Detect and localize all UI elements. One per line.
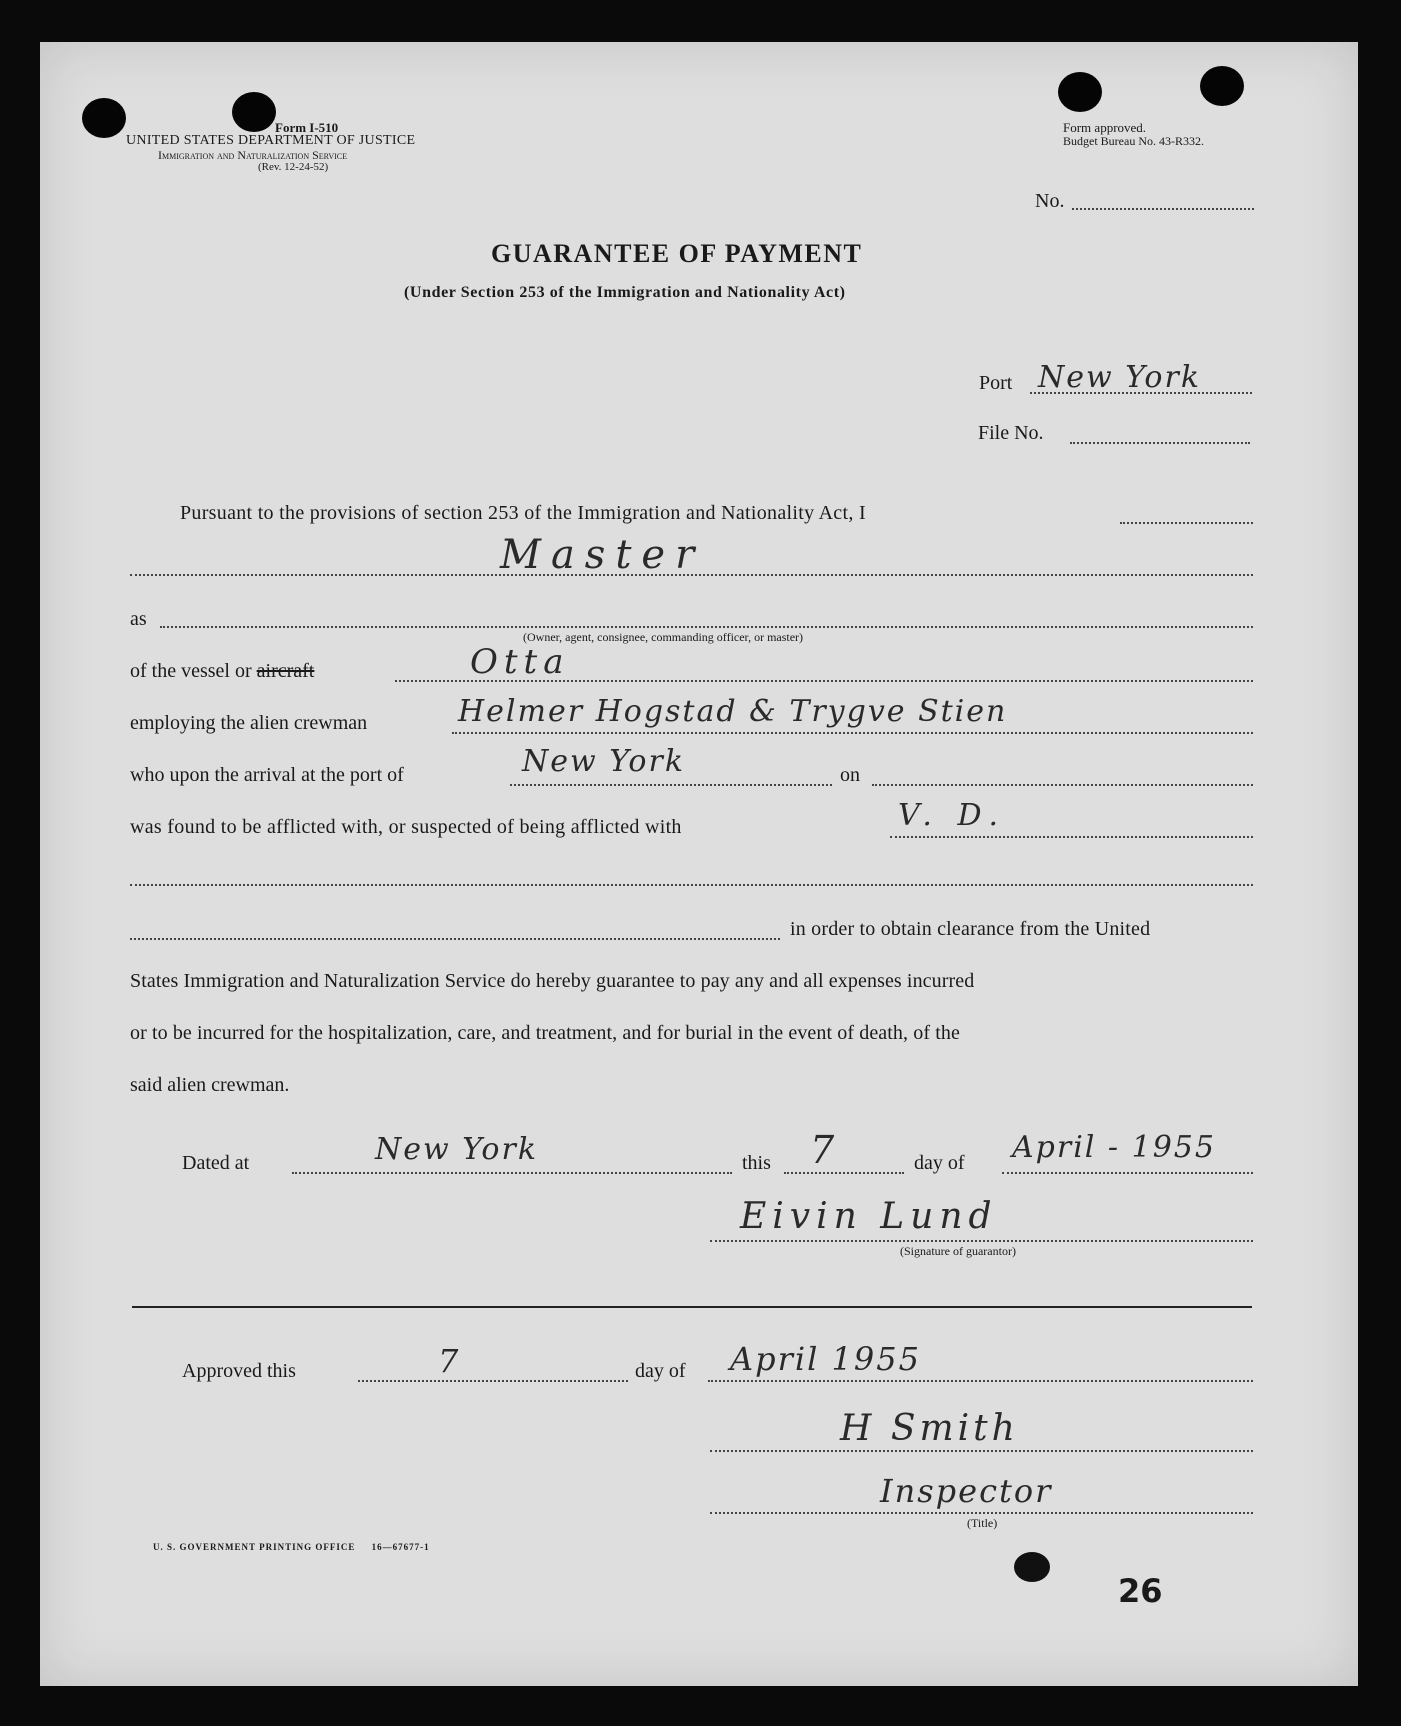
crewman-value: Helmer Hogstad & Trygve Stien xyxy=(458,694,1008,729)
dated-dayof-label: day of xyxy=(914,1152,965,1174)
arrival-port-value: New York xyxy=(522,744,685,779)
guarantor-name-value: Master xyxy=(500,532,705,578)
signature-caption: (Signature of guarantor) xyxy=(900,1244,1016,1258)
guarantor-name-line xyxy=(130,574,1253,576)
dated-place-line xyxy=(292,1172,732,1174)
approved-month-year-value: April 1955 xyxy=(730,1340,921,1378)
body-line-3: said alien crewman. xyxy=(130,1074,290,1096)
arrival-label: who upon the arrival at the port of xyxy=(130,764,404,786)
approved-label: Approved this xyxy=(182,1360,296,1382)
file-no-line xyxy=(1070,442,1250,444)
vessel-label xyxy=(130,660,314,683)
affliction-line xyxy=(890,836,1253,838)
approver-signature-line xyxy=(710,1450,1253,1452)
dated-place-value: New York xyxy=(375,1132,538,1167)
vessel-label-text: of the vessel or xyxy=(130,660,252,682)
port-line xyxy=(1030,392,1252,394)
affliction-value: V. D. xyxy=(898,798,1007,833)
crewman-label: employing the alien crewman xyxy=(130,712,368,734)
punch-hole-left-2 xyxy=(232,92,276,132)
form-number: Form I-510 xyxy=(275,120,339,135)
guarantor-signature: Eivin Lund xyxy=(740,1196,998,1237)
as-caption: (Owner, agent, consignee, commanding officer, or master) xyxy=(523,630,804,644)
punch-hole-right-1 xyxy=(1058,72,1102,112)
approver-title-value: Inspector xyxy=(880,1472,1053,1510)
department-name: UNITED STATES DEPARTMENT OF JUSTICE xyxy=(126,133,416,148)
form-no-label: No. xyxy=(1035,190,1065,212)
file-no-label: File No. xyxy=(978,422,1044,444)
page-subtitle: (Under Section 253 of the Immigration and Nationality Act) xyxy=(404,284,846,301)
affliction-label: was found to be afflicted with, or suspected of being afflicted with xyxy=(130,816,682,838)
approved-day-value: 7 xyxy=(438,1342,461,1380)
arrival-date-line xyxy=(872,784,1253,786)
arrival-port-line xyxy=(510,784,832,786)
document-sheet xyxy=(40,42,1358,1686)
as-line xyxy=(160,626,1253,628)
vessel-label-struck: aircraft xyxy=(256,660,315,682)
section-divider xyxy=(132,1306,1252,1308)
clearance-line xyxy=(130,938,780,940)
page-title: GUARANTEE OF PAYMENT xyxy=(491,239,863,268)
form-no-line xyxy=(1072,208,1254,210)
crewman-line xyxy=(452,732,1253,734)
pursuant-text: Pursuant to the provisions of section 253 of the Immigration and Nationality Act, I xyxy=(180,502,866,524)
body-line-2: or to be incurred for the hospitalization, care, and treatment, and for burial in the event of death, of the xyxy=(130,1022,960,1044)
title-caption: (Title) xyxy=(967,1516,998,1530)
port-value: New York xyxy=(1038,360,1201,395)
ink-blot xyxy=(1014,1552,1050,1582)
punch-hole-left-1 xyxy=(82,98,126,138)
pursuant-line xyxy=(1120,522,1253,524)
approved-day-line xyxy=(358,1380,628,1382)
vessel-value: Otta xyxy=(470,642,570,682)
approved-month-year-line xyxy=(708,1380,1253,1382)
punch-hole-right-2 xyxy=(1200,66,1244,106)
printing-office-note: U. S. GOVERNMENT PRINTING OFFICE 16—67677-1 xyxy=(153,1542,430,1552)
dated-day-line xyxy=(784,1172,904,1174)
dated-at-label: Dated at xyxy=(182,1152,250,1174)
form-approved-note: Form approved. xyxy=(1063,120,1147,135)
dated-month-year-line xyxy=(1002,1172,1253,1174)
dated-day-value: 7 xyxy=(810,1128,837,1172)
body-line-1: States Immigration and Naturalization Service do hereby guarantee to pay any and all expenses incurred xyxy=(130,970,975,992)
affliction-line-2 xyxy=(130,884,1253,886)
approver-title-line xyxy=(710,1512,1253,1514)
arrival-on-label: on xyxy=(840,764,860,786)
revision-date: (Rev. 12-24-52) xyxy=(258,161,329,173)
service-name: Immigration and Naturalization Service xyxy=(158,148,348,162)
page-number: 26 xyxy=(1118,1572,1163,1610)
port-label: Port xyxy=(979,372,1013,394)
approver-signature: H Smith xyxy=(840,1408,1019,1449)
dated-this-label: this xyxy=(742,1152,771,1174)
approved-dayof-label: day of xyxy=(635,1360,686,1382)
clearance-text: in order to obtain clearance from the United xyxy=(790,918,1151,940)
budget-bureau-number: Budget Bureau No. 43-R332. xyxy=(1063,134,1204,148)
dated-month-year-value: April - 1955 xyxy=(1012,1130,1216,1165)
signature-line xyxy=(710,1240,1253,1242)
as-label: as xyxy=(130,608,147,630)
vessel-line xyxy=(395,680,1253,682)
